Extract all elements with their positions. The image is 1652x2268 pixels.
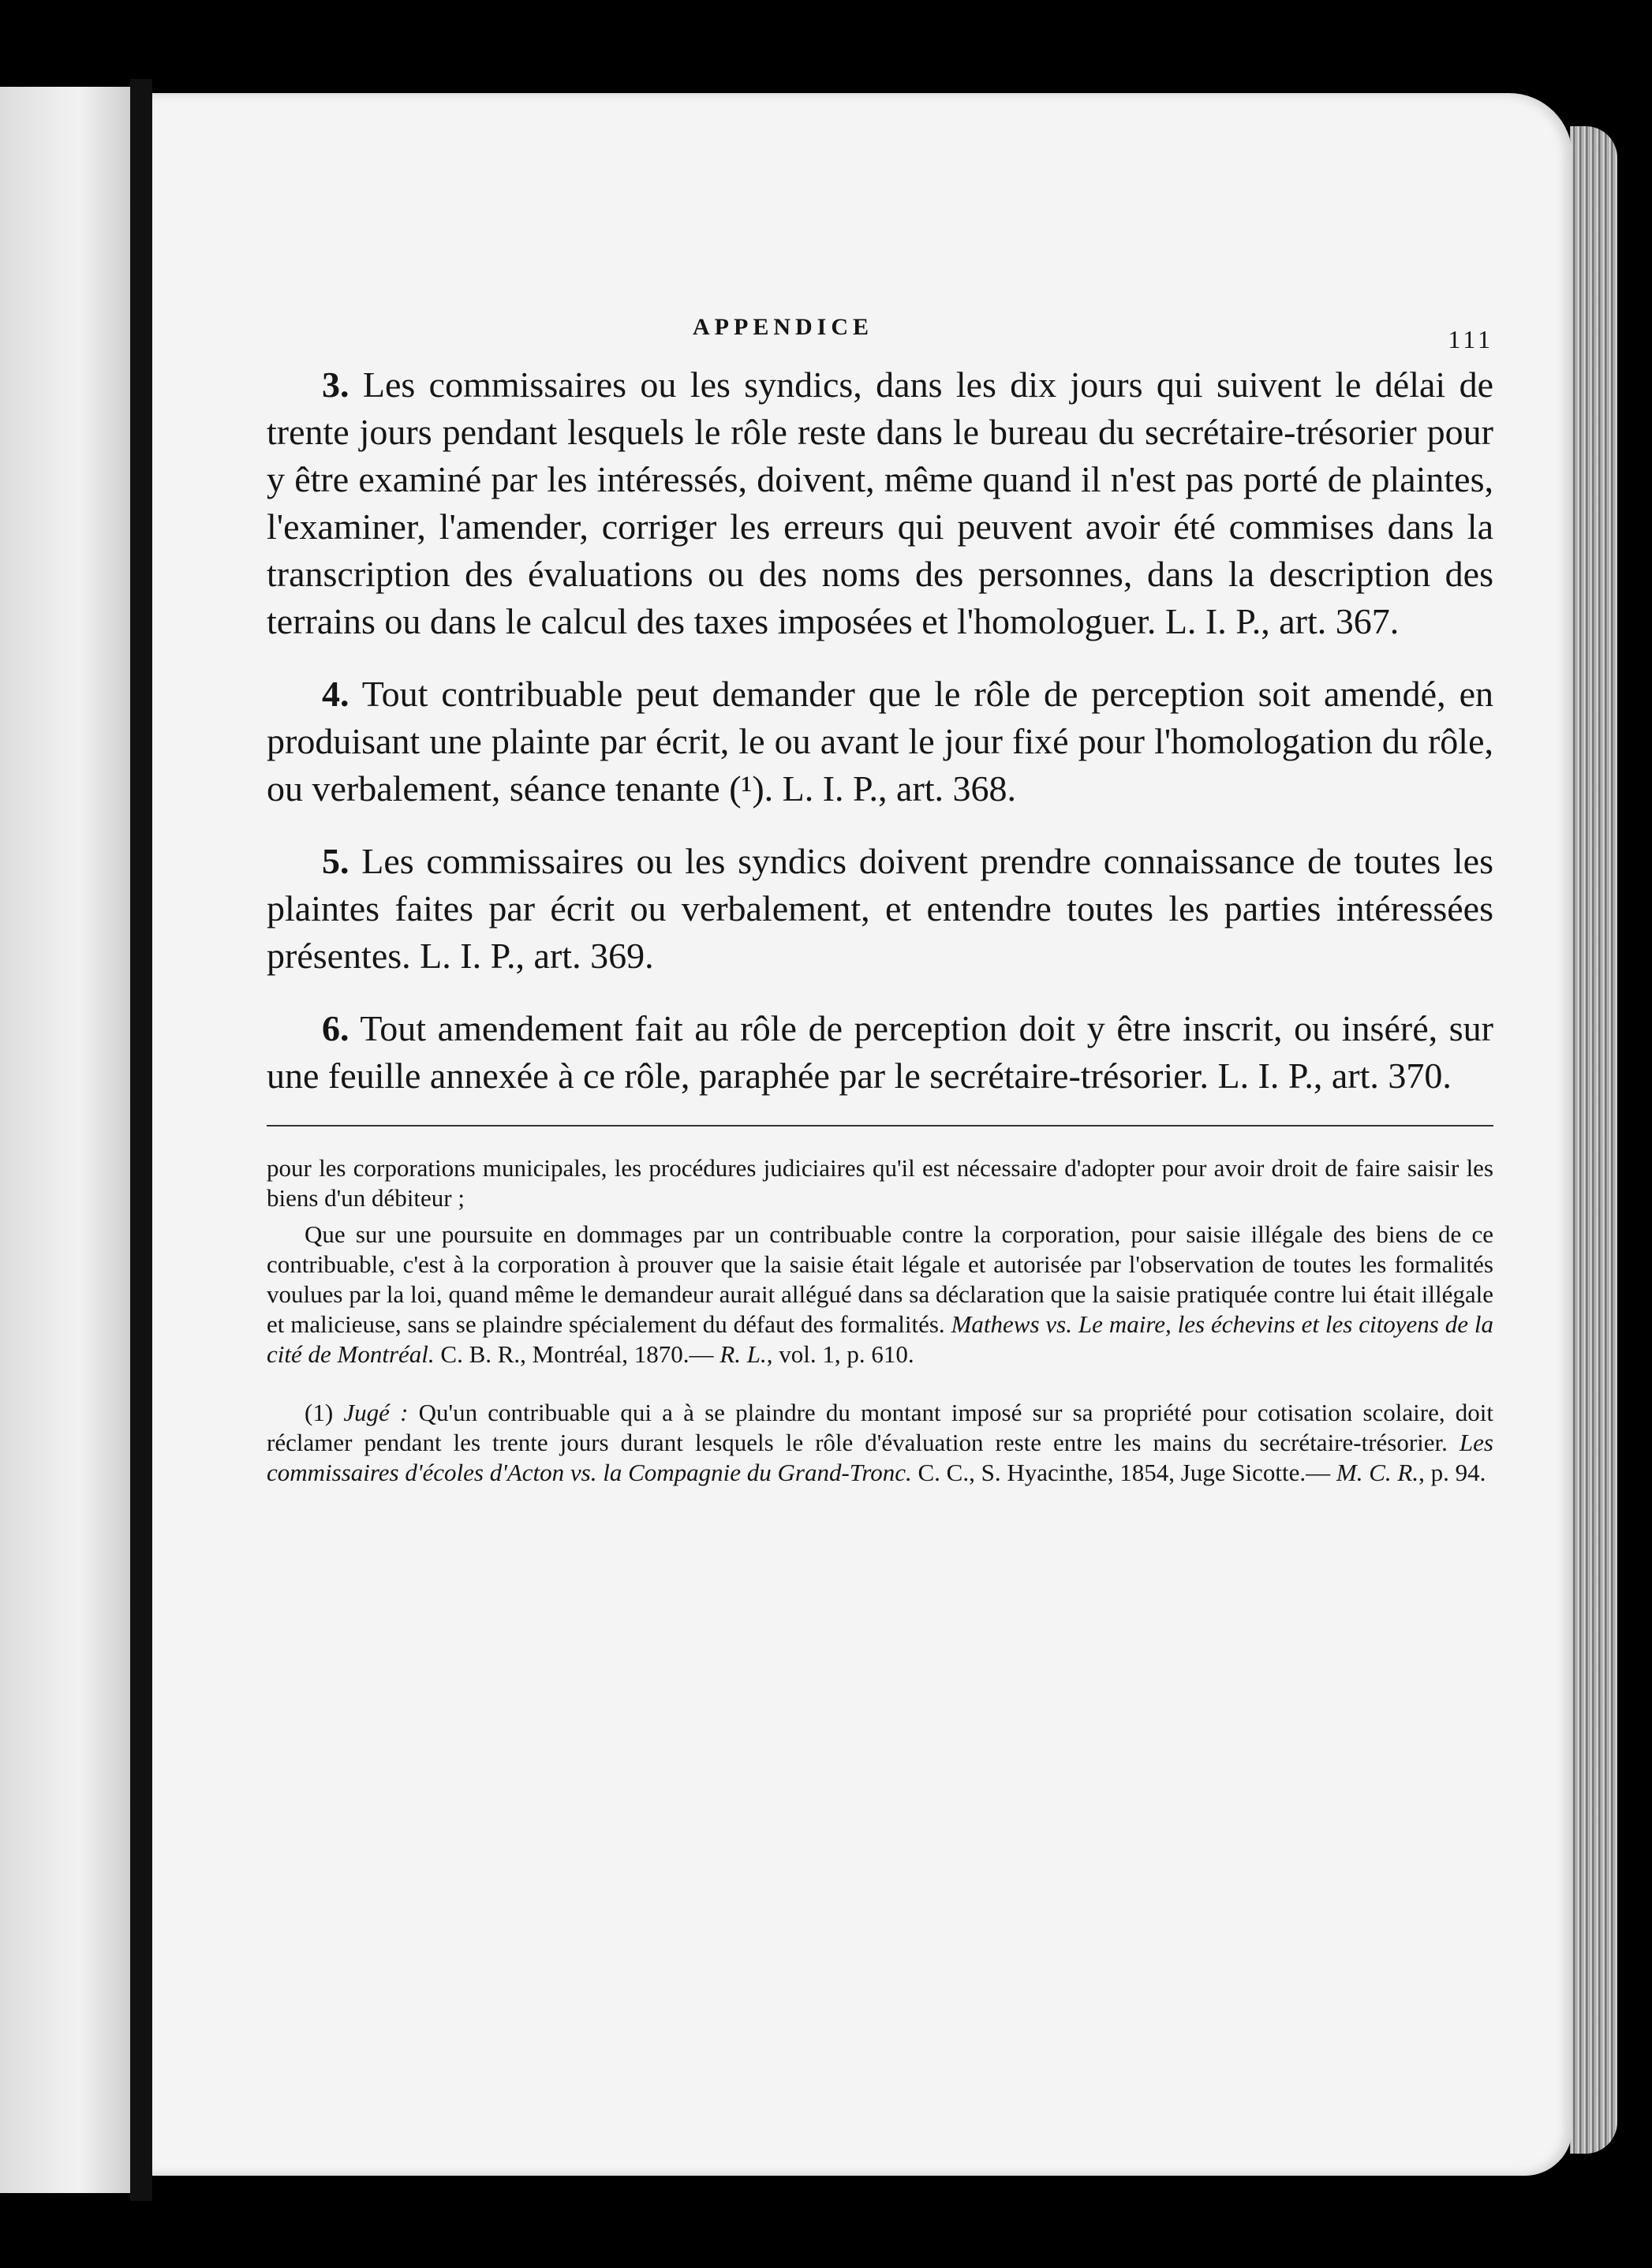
- article-text: Les commissaires ou les syndics doivent prendre connaissance de toutes les plaintes faites par écrit ou verbalement, et entendre toutes les parties intéressées présentes.: [267, 841, 1493, 976]
- footnote-1: [267, 1398, 1493, 1488]
- footnote-case-name: Les commissaires d'écoles d'Acton vs. la Compagnie du Grand-Tronc.: [267, 1429, 1493, 1486]
- article-number: 6.: [322, 1008, 349, 1048]
- article-citation: L. I. P., art. 369.: [420, 936, 654, 976]
- article-number: 5.: [322, 841, 349, 881]
- footnote-marker: (1): [305, 1399, 334, 1426]
- article-number: 3.: [322, 364, 349, 405]
- article-citation: L. I. P., art. 367.: [1164, 601, 1400, 641]
- page-content: [267, 314, 1493, 1494]
- previous-page-edge: [0, 87, 130, 2193]
- footnote-source: M. C. R.: [1336, 1459, 1419, 1486]
- book-gutter: [130, 79, 152, 2201]
- footnote-continued: [267, 1153, 1493, 1213]
- footnote-source-tail: , p. 94.: [1418, 1459, 1486, 1486]
- article-paragraph: [267, 838, 1493, 980]
- footnote-source-tail: , vol. 1, p. 610.: [766, 1340, 914, 1368]
- article-paragraph: [267, 671, 1493, 813]
- footnote-gap: [267, 1376, 1493, 1398]
- footnote-reference: C. B. R., Montréal, 1870.—: [440, 1340, 714, 1368]
- book-page: [152, 93, 1572, 2176]
- article-citation: L. I. P., art. 370.: [1217, 1056, 1452, 1096]
- page-number: 111: [1448, 325, 1493, 353]
- running-head: [267, 314, 1493, 361]
- article-citation: L. I. P., art. 368.: [782, 768, 1017, 809]
- footnote-source: R. L.: [719, 1340, 767, 1368]
- article-number: 4.: [322, 674, 349, 714]
- footnote-case-name: Mathews vs. Le maire, les échevins et les citoyens de la cité de Montréal.: [267, 1310, 1493, 1368]
- footnote-text: pour les corporations municipales, les procédures judiciaires qu'il est nécessaire d'adopter pour avoir droit de faire saisir les biens d'un débiteur ;: [267, 1154, 1493, 1212]
- footnote-text: Qu'un contribuable qui a à se plaindre du montant imposé sur sa propriété pour cotisation scolaire, doit réclamer pendant les trente jours durant lesquels le rôle d'évaluation reste entre les mains du secrétaire-trésorier.: [267, 1399, 1494, 1456]
- article-text: Les commissaires ou les syndics, dans les dix jours qui suivent le délai de trente jours pendant lesquels le rôle reste dans le bureau du secrétaire-trésorier pour y être examiné par les intéressés, doivent, même quand il n'est pas porté de plaintes, l'examiner, l'amender, corriger les erreurs qui peuvent avoir été commises dans la transcription des évaluations ou des noms des personnes, dans la description des terrains ou dans le calcul des taxes imposées et l'homologuer.: [267, 364, 1493, 641]
- article-paragraph: [267, 361, 1493, 645]
- footnote-continued: [267, 1220, 1493, 1369]
- footnote-reference: C. C., S. Hyacinthe, 1854, Juge Sicotte.—: [918, 1459, 1331, 1486]
- running-title: APPENDICE: [693, 314, 874, 340]
- footnote-text: Que sur une poursuite en dommages par un contribuable contre la corporation, pour saisie illégale des biens de ce contribuable, c'est à la corporation à prouver que la saisie était légale et autorisée par l'observation de toutes les formalités voulues par la loi, quand même le demandeur aurait allégué dans sa déclaration que la saisie pratiquée contre lui était illégale et malicieuse, sans se plaindre spécialement du défaut des formalités.: [267, 1220, 1493, 1338]
- page-stack-edge: [1570, 126, 1617, 2154]
- article-text: Tout amendement fait au rôle de perception doit y être inscrit, ou inséré, sur une feuille annexée à ce rôle, paraphée par le secrétaire-trésorier.: [267, 1008, 1493, 1096]
- article-text: Tout contribuable peut demander que le rôle de perception soit amendé, en produisant une plainte par écrit, le ou avant le jour fixé pour l'homologation du rôle, ou verbalement, séance tenante (¹).: [267, 674, 1493, 809]
- article-paragraph: [267, 1005, 1493, 1100]
- footnote-divider: [267, 1125, 1493, 1127]
- footnote-label: Jugé :: [343, 1399, 409, 1426]
